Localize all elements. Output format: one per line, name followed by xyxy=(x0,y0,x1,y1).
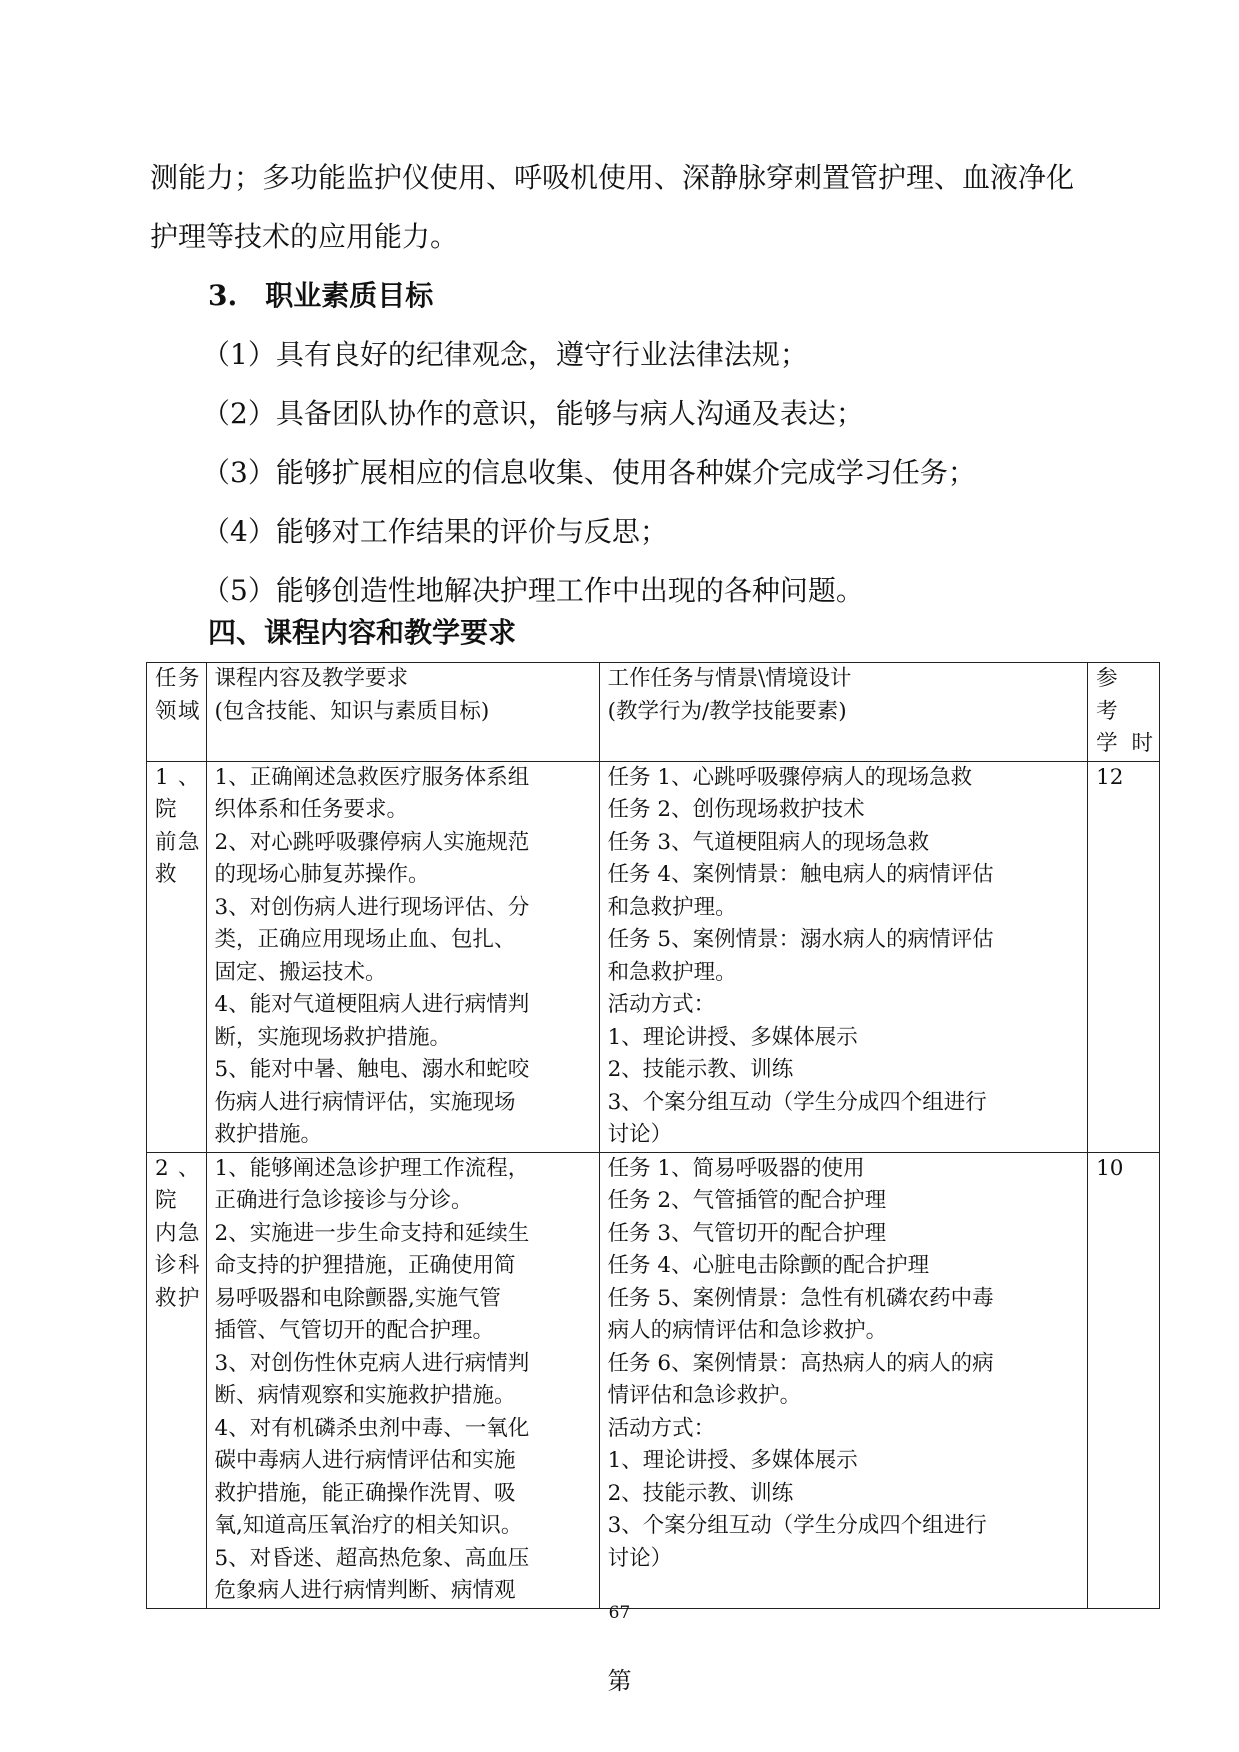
paragraph-line: 测能力；多功能监护仪使用、呼吸机使用、深静脉穿刺置管护理、血液净化 xyxy=(150,161,1075,194)
task-line: 任务 1、心跳呼吸骤停病人的现场急救 xyxy=(607,764,973,790)
domain-text: 2、院 xyxy=(155,1155,200,1213)
content-cell xyxy=(206,761,599,1152)
header-cell-domain xyxy=(147,663,207,762)
header-text: (教学行为/教学技能要素) xyxy=(607,698,847,724)
content-cell xyxy=(206,1152,599,1608)
domain-text: 救 xyxy=(155,862,177,887)
task-line: 任务 5、案例情景：溺水病人的病情评估 xyxy=(607,927,994,952)
content-line: 固定、搬运技术。 xyxy=(214,959,387,985)
header-text: (包含技能、知识与素质目标) xyxy=(214,698,490,724)
task-line: 1、理论讲授、多媒体展示 xyxy=(607,1448,858,1473)
content-line: 3、对创伤性休克病人进行病情判 xyxy=(214,1350,530,1376)
tasks-cell xyxy=(599,761,1088,1152)
task-line: 任务 1、简易呼吸器的使用 xyxy=(607,1155,865,1181)
task-line: 讨论） xyxy=(607,1545,673,1571)
content-line: 救护措施。 xyxy=(214,1122,323,1147)
task-line: 讨论） xyxy=(607,1122,673,1147)
list-item: （4）能够对工作结果的评价与反思； xyxy=(202,515,668,548)
header-text: 课程内容及教学要求 xyxy=(214,666,409,691)
footer-text: 第 xyxy=(607,1667,632,1695)
hours-value: 10 xyxy=(1096,1155,1124,1181)
content-line: 5、对昏迷、超高热危象、高血压 xyxy=(214,1545,530,1571)
header-cell-hours xyxy=(1088,663,1160,762)
task-line: 任务 4、案例情景：触电病人的病情评估 xyxy=(607,862,994,887)
task-line: 任务 5、案例情景：急性有机磷农药中毒 xyxy=(607,1285,994,1311)
content-line: 1、正确阐述急救医疗服务体系组 xyxy=(214,764,530,790)
hours-cell xyxy=(1088,1152,1160,1608)
content-line: 插管、气管切开的配合护理。 xyxy=(214,1318,495,1343)
content-line: 氧,知道高压氧治疗的相关知识。 xyxy=(214,1513,523,1538)
list-item: （5）能够创造性地解决护理工作中出现的各种问题。 xyxy=(202,574,864,607)
domain-text: 内急 xyxy=(155,1220,200,1246)
hours-cell xyxy=(1088,761,1160,1152)
content-line: 伤病人进行病情评估，实施现场 xyxy=(214,1089,516,1115)
task-line: 和急救护理。 xyxy=(607,959,737,985)
task-line: 任务 3、气管切开的配合护理 xyxy=(607,1220,887,1246)
list-item: （2）具备团队协作的意识，能够与病人沟通及表达； xyxy=(202,397,864,430)
task-line: 病人的病情评估和急诊救护。 xyxy=(607,1318,888,1343)
task-line: 2、技能示教、训练 xyxy=(607,1480,794,1506)
subsection-heading: 3. 职业素质目标 xyxy=(208,279,434,312)
content-line: 的现场心肺复苏操作。 xyxy=(214,862,430,887)
paragraph-line: 护理等技术的应用能力。 xyxy=(150,220,459,253)
domain-text: 前急 xyxy=(155,829,200,855)
content-line: 断、病情观察和实施救护措施。 xyxy=(214,1383,516,1408)
task-line: 任务 3、气道梗阻病人的现场急救 xyxy=(607,829,930,855)
content-line: 易呼吸器和电除颤器,实施气管 xyxy=(214,1285,501,1311)
list-item: （1）具有良好的纪律观念，遵守行业法律法规； xyxy=(202,338,808,371)
content-line: 类，正确应用现场止血、包扎、 xyxy=(214,927,516,952)
domain-text: 诊科 xyxy=(155,1253,200,1278)
task-line: 2、技能示教、训练 xyxy=(607,1057,794,1082)
header-cell-content xyxy=(206,663,599,762)
domain-cell xyxy=(147,761,207,1152)
content-line: 3、对创伤病人进行现场评估、分 xyxy=(214,894,530,920)
content-line: 危象病人进行病情判断、病情观 xyxy=(214,1578,516,1603)
task-line: 活动方式： xyxy=(607,1415,716,1441)
content-line: 2、实施进一步生命支持和延续生 xyxy=(214,1220,530,1246)
content-line: 救护措施，能正确操作洗胃、吸 xyxy=(214,1480,516,1506)
task-line: 1、理论讲授、多媒体展示 xyxy=(607,1024,858,1050)
content-line: 4、对有机磷杀虫剂中毒、一氧化 xyxy=(214,1415,530,1441)
task-line: 任务 2、气管插管的配合护理 xyxy=(607,1188,887,1213)
table-header-row xyxy=(147,663,1160,762)
header-text: 学时 xyxy=(1096,731,1153,756)
content-line: 命支持的护狸措施，正确使用简 xyxy=(214,1253,516,1278)
task-line: 任务 4、心脏电击除颤的配合护理 xyxy=(607,1253,930,1278)
task-line: 任务 2、创伤现场救护技术 xyxy=(607,797,865,822)
tasks-cell xyxy=(599,1152,1088,1608)
content-line: 4、能对气道梗阻病人进行病情判 xyxy=(214,992,530,1017)
header-text: 工作任务与情景\情境设计 xyxy=(607,666,852,691)
domain-text: 1、院 xyxy=(155,764,200,822)
task-line: 3、个案分组互动（学生分成四个组进行 xyxy=(607,1513,987,1538)
content-line: 碳中毒病人进行病情评估和实施 xyxy=(214,1448,516,1473)
task-line: 3、个案分组互动（学生分成四个组进行 xyxy=(607,1089,987,1115)
task-line: 和急救护理。 xyxy=(607,894,737,920)
domain-cell xyxy=(147,1152,207,1608)
task-line: 任务 6、案例情景：高热病人的病人的病 xyxy=(607,1350,994,1376)
content-line: 2、对心跳呼吸骤停病人实施规范 xyxy=(214,829,530,855)
table-row xyxy=(147,761,1160,1152)
page-number: 67 xyxy=(608,1603,631,1623)
task-line: 活动方式： xyxy=(607,992,716,1017)
content-line: 断，实施现场救护措施。 xyxy=(214,1024,452,1050)
header-text: 领域 xyxy=(155,698,200,724)
header-text: 参 考 xyxy=(1096,666,1140,724)
content-line: 1、能够阐述急诊护理工作流程， xyxy=(214,1155,530,1181)
course-content-table xyxy=(146,662,1160,1609)
header-cell-tasks xyxy=(599,663,1088,762)
table-row xyxy=(147,1152,1160,1608)
domain-text: 救护 xyxy=(155,1285,200,1311)
section-title: 四、课程内容和教学要求 xyxy=(208,616,517,649)
header-text: 任务 xyxy=(155,666,200,691)
content-line: 5、能对中暑、触电、溺水和蛇咬 xyxy=(214,1057,530,1082)
content-line: 织体系和任务要求。 xyxy=(214,797,409,822)
list-item: （3）能够扩展相应的信息收集、使用各种媒介完成学习任务； xyxy=(202,456,976,489)
task-line: 情评估和急诊救护。 xyxy=(607,1383,802,1408)
content-line: 正确进行急诊接诊与分诊。 xyxy=(214,1188,473,1213)
hours-value: 12 xyxy=(1096,764,1124,790)
